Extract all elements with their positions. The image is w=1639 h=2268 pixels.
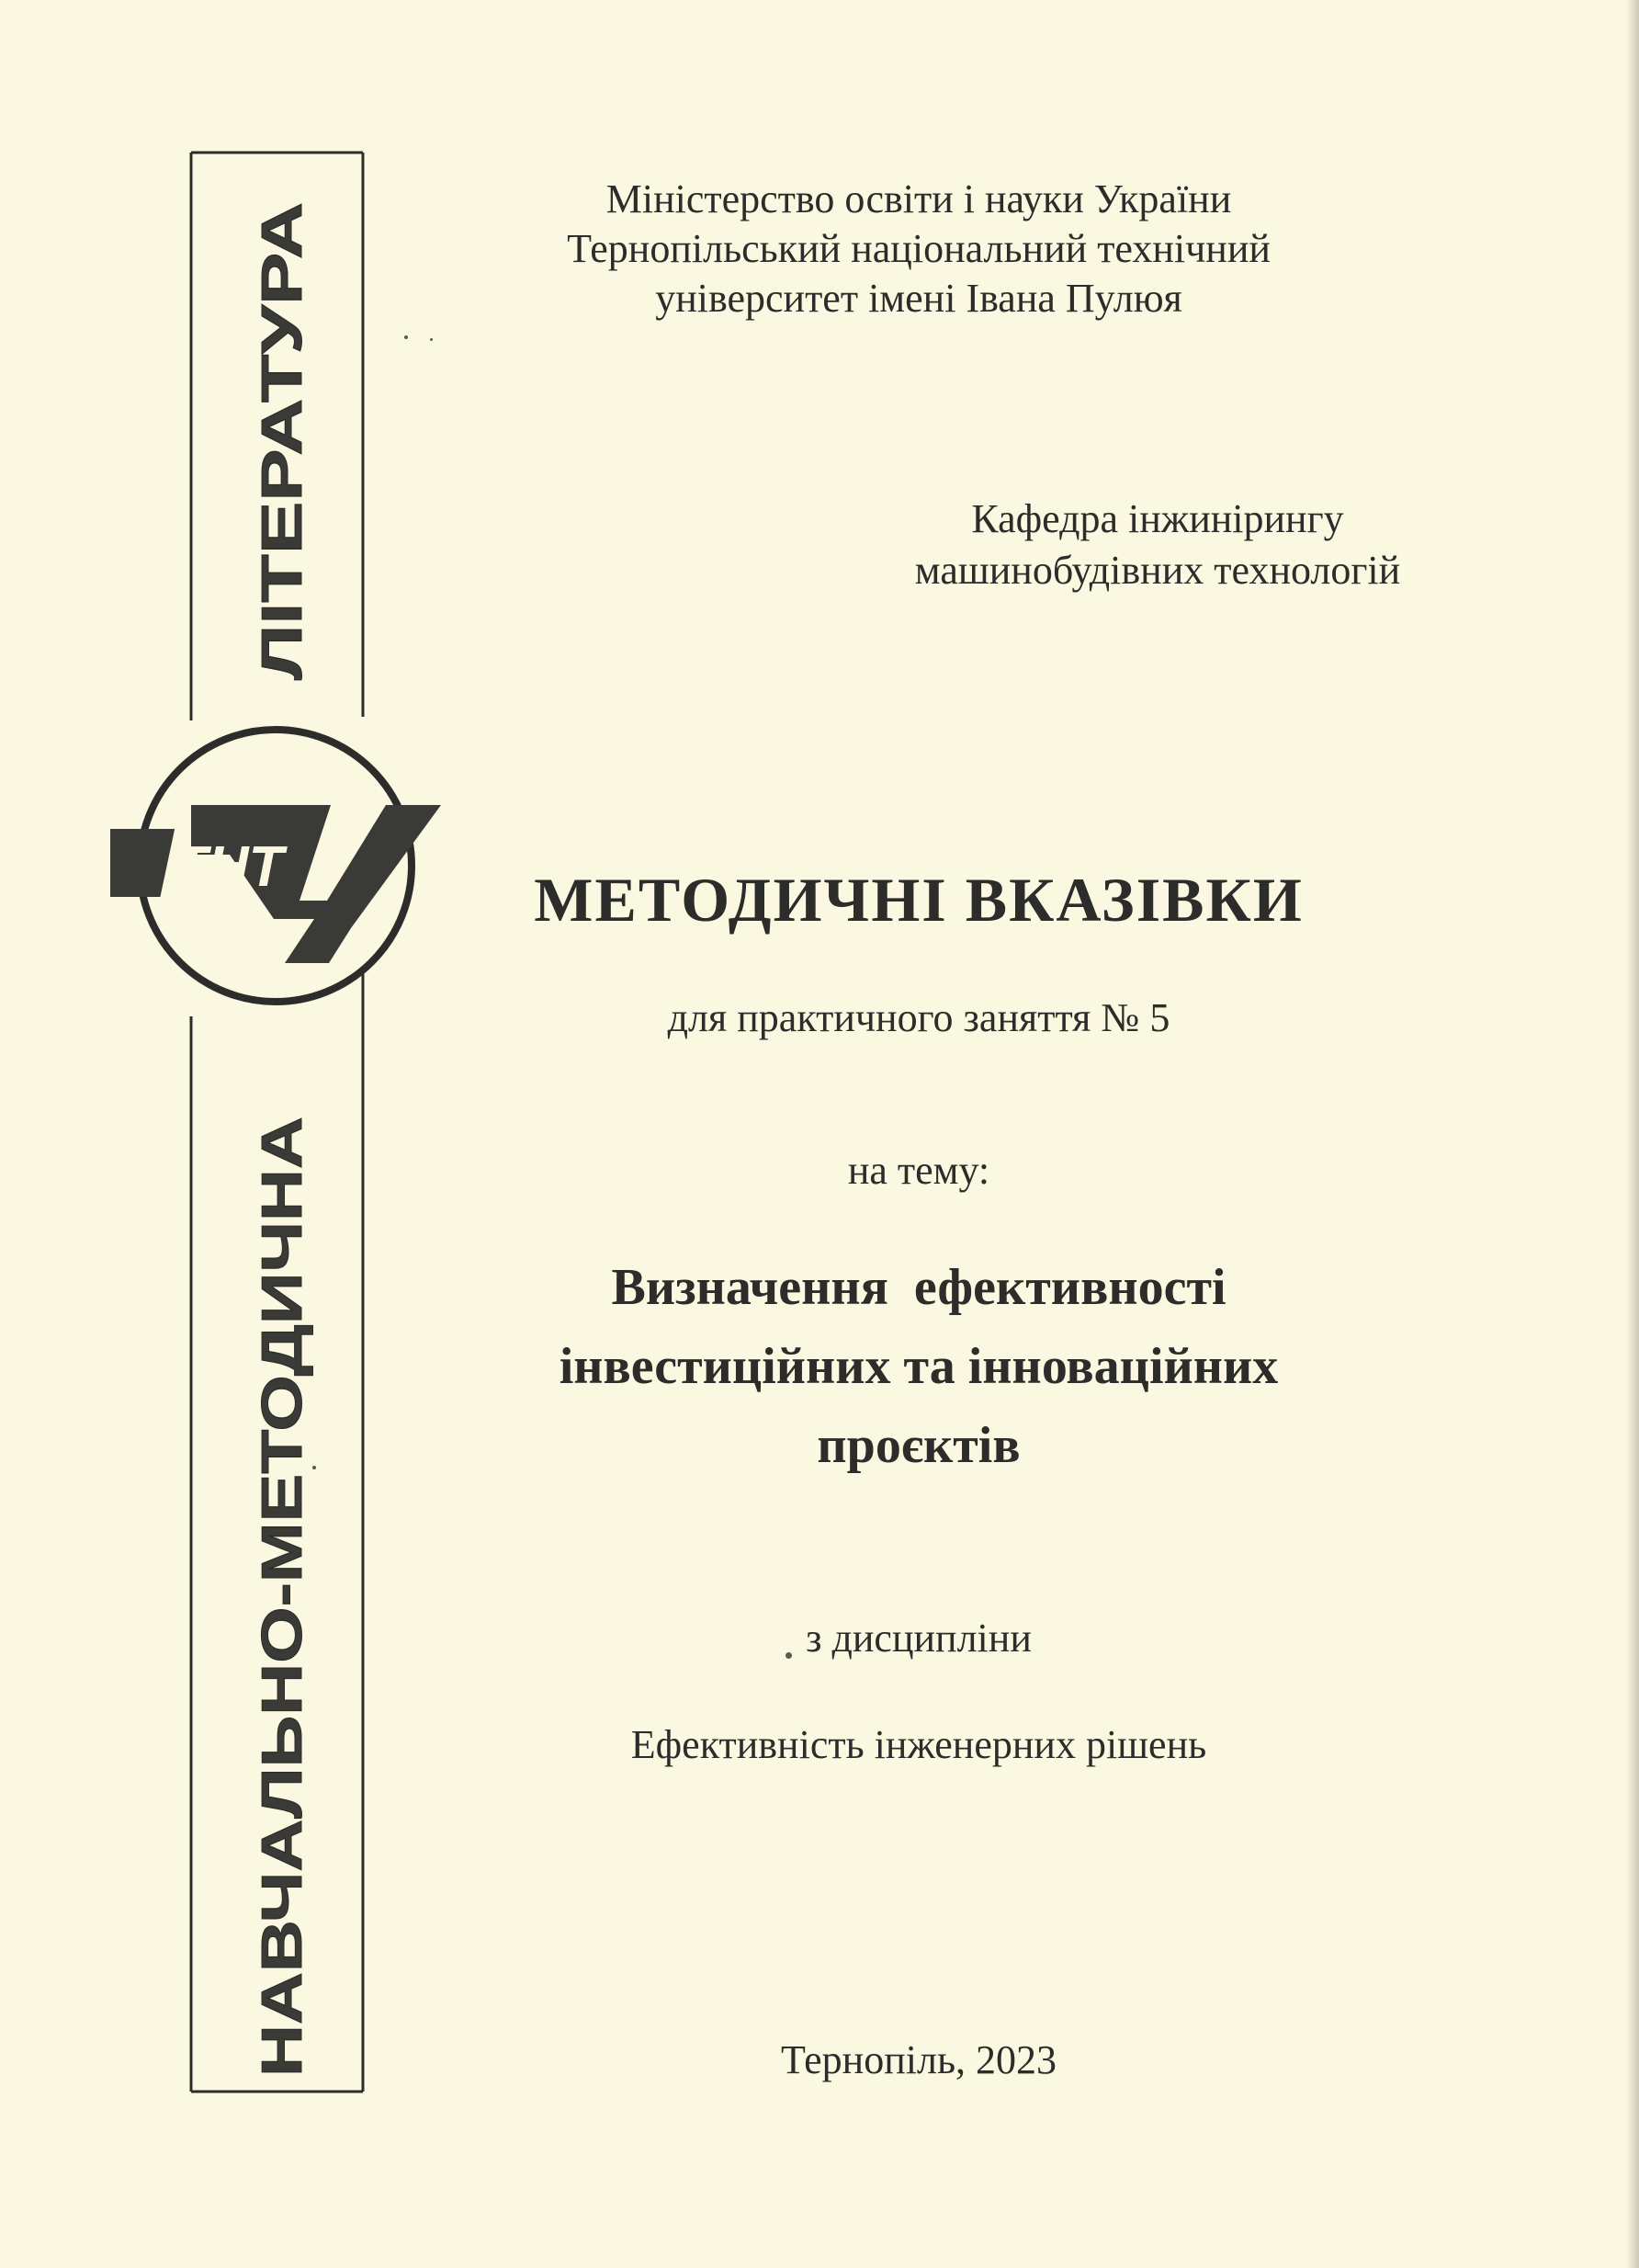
ministry-line-1: Міністерство освіти і науки України: [605, 176, 1232, 221]
university-logo: [110, 730, 441, 1002]
spine-band: [110, 138, 441, 2114]
department-line-1: Кафедра інжинірингу: [971, 496, 1344, 541]
logo-text: ТНТ: [173, 835, 284, 899]
spine-bottom-text: [251, 1117, 314, 2077]
topic-line-2: інвестиційних та інноваційних: [559, 1338, 1279, 1395]
discipline-label: з дисципліни: [806, 1616, 1032, 1661]
subtitle: для практичного заняття № 5: [667, 995, 1170, 1040]
topic-line-3: проєктів: [817, 1417, 1021, 1474]
ministry-line-2: Тернопільський національний технічний: [567, 226, 1271, 271]
main-title: МЕТОДИЧНІ ВКАЗІВКИ: [534, 865, 1304, 935]
ministry-line-3: університет імені Івана Пулюя: [655, 276, 1182, 321]
department-block: [827, 493, 1488, 596]
topic-line-1: Визначення ефективності: [611, 1259, 1226, 1316]
discipline-name: Ефективність інженерних рішень: [630, 1722, 1207, 1767]
city-year: Тернопіль, 2023: [780, 2037, 1057, 2082]
scan-speck: [312, 1466, 316, 1469]
topic-title: [514, 1248, 1323, 1485]
page-edge-shadow: [1626, 0, 1639, 2268]
svg-text:НАВЧАЛЬНО-МЕТОДИЧНА: НАВЧАЛЬНО-МЕТОДИЧНА: [251, 1321, 314, 2077]
ministry-header: [514, 175, 1323, 323]
svg-text:ЛІТЕРАТУРА: ЛІТЕРАТУРА: [251, 335, 314, 680]
department-line-2: машинобудівних технологій: [914, 548, 1401, 593]
scan-speck: [786, 1652, 792, 1659]
spine-top-text: [251, 202, 314, 680]
scan-speck: [430, 338, 433, 341]
topic-label: на тему:: [847, 1148, 990, 1193]
scan-speck: [404, 335, 408, 339]
